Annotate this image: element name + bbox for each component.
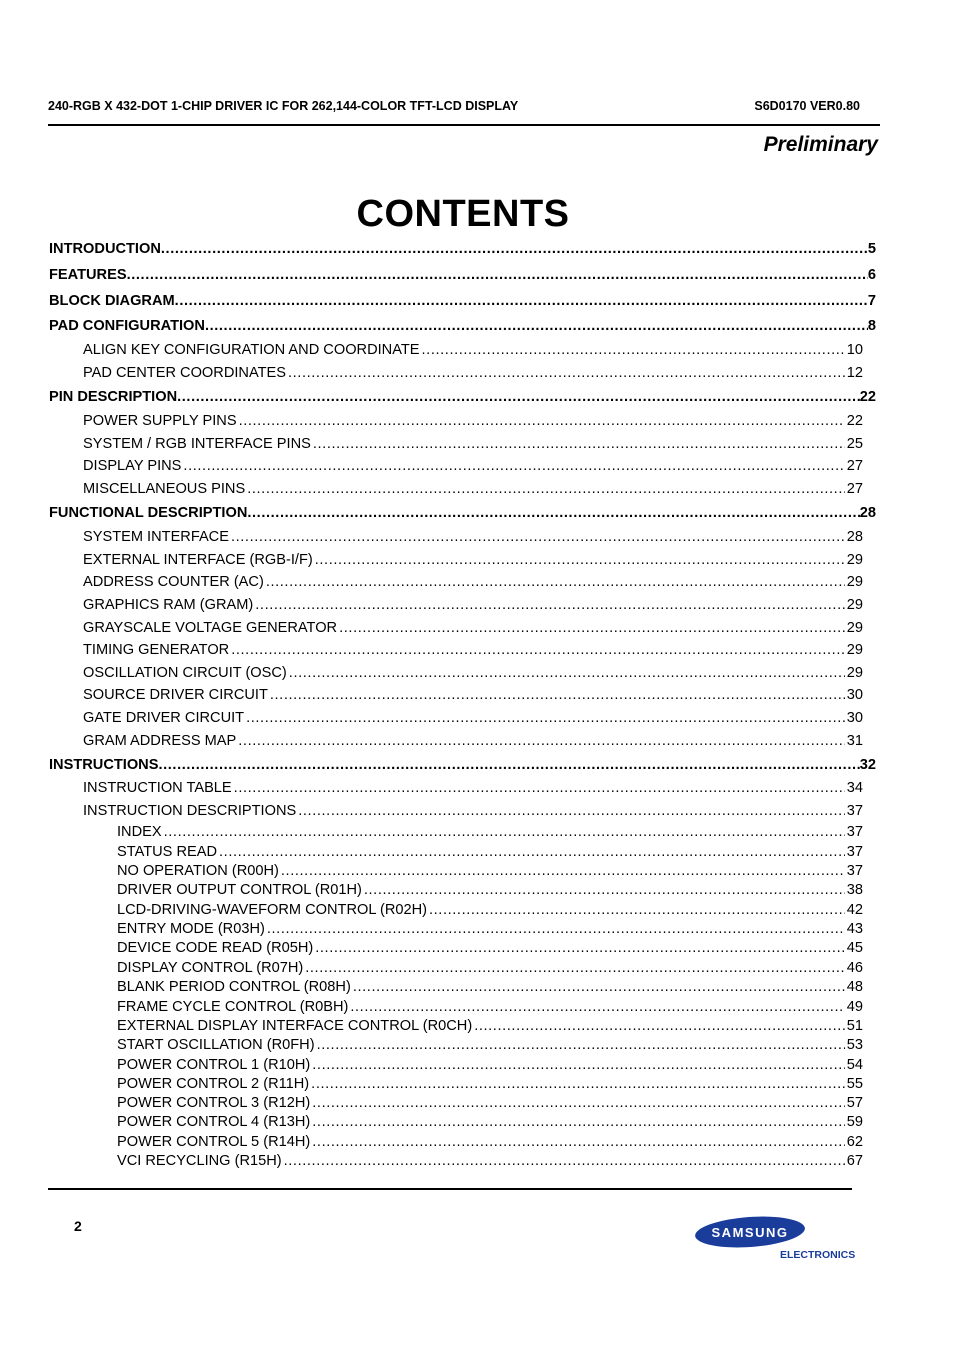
dot-leader bbox=[177, 389, 860, 405]
toc-section-entry[interactable] bbox=[83, 574, 863, 594]
dot-leader bbox=[339, 620, 845, 636]
toc-chapter-entry[interactable] bbox=[49, 241, 876, 261]
toc-entry-title: PAD CONFIGURATION bbox=[49, 318, 205, 334]
dot-leader bbox=[312, 1134, 845, 1150]
contents-heading: CONTENTS bbox=[356, 193, 570, 235]
toc-subsection-entry[interactable] bbox=[117, 1076, 863, 1094]
toc-entry-title: POWER CONTROL 3 (R12H) bbox=[117, 1095, 311, 1111]
toc-entry-page: 29 bbox=[846, 574, 863, 590]
dot-leader bbox=[238, 733, 845, 749]
toc-entry-title: ALIGN KEY CONFIGURATION AND COORDINATE bbox=[83, 342, 420, 358]
dot-leader bbox=[267, 921, 845, 937]
dot-leader bbox=[239, 413, 845, 429]
toc-entry-title: LCD-DRIVING-WAVEFORM CONTROL (R02H) bbox=[117, 902, 427, 918]
toc-entry-title: VCI RECYCLING (R15H) bbox=[117, 1153, 282, 1169]
toc-entry-page: 37 bbox=[846, 844, 863, 860]
toc-entry-page: 10 bbox=[846, 342, 863, 358]
dot-leader bbox=[234, 780, 845, 796]
toc-chapter-entry[interactable] bbox=[49, 389, 876, 409]
toc-entry-title: TIMING GENERATOR bbox=[83, 642, 230, 658]
toc-entry-title: POWER SUPPLY PINS bbox=[83, 413, 237, 429]
dot-leader bbox=[284, 1153, 845, 1169]
dot-leader bbox=[231, 529, 845, 545]
toc-section-entry[interactable] bbox=[83, 620, 863, 640]
toc-entry-page: 32 bbox=[859, 757, 876, 773]
toc-entry-title: DEVICE CODE READ (R05H) bbox=[117, 940, 314, 956]
toc-subsection-entry[interactable] bbox=[117, 1095, 863, 1113]
toc-section-entry[interactable] bbox=[83, 458, 863, 478]
dot-leader bbox=[364, 882, 845, 898]
page-number: 2 bbox=[74, 1218, 82, 1234]
toc-entry-title: SYSTEM INTERFACE bbox=[83, 529, 229, 545]
document-title: 240-RGB X 432-DOT 1-CHIP DRIVER IC FOR 262,144-COLOR TFT-LCD DISPLAY bbox=[48, 99, 519, 113]
toc-entry-page: 28 bbox=[846, 529, 863, 545]
dot-leader bbox=[175, 293, 868, 309]
toc-entry-page: 59 bbox=[846, 1114, 863, 1130]
toc-entry-page: 49 bbox=[846, 999, 863, 1015]
toc-section-entry[interactable] bbox=[83, 436, 863, 456]
toc-entry-page: 62 bbox=[846, 1134, 863, 1150]
samsung-logo bbox=[694, 1216, 806, 1248]
toc-subsection-entry[interactable] bbox=[117, 902, 863, 920]
toc-entry-title: OSCILLATION CIRCUIT (OSC) bbox=[83, 665, 287, 681]
dot-leader bbox=[313, 436, 845, 452]
toc-subsection-entry[interactable] bbox=[117, 863, 863, 881]
dot-leader bbox=[474, 1018, 845, 1034]
dot-leader bbox=[350, 999, 844, 1015]
dot-leader bbox=[281, 863, 845, 879]
toc-entry-page: 48 bbox=[846, 979, 863, 995]
dot-leader bbox=[422, 342, 845, 358]
toc-subsection-entry[interactable] bbox=[117, 1037, 863, 1055]
toc-section-entry[interactable] bbox=[83, 365, 863, 385]
toc-entry-title: NO OPERATION (R00H) bbox=[117, 863, 279, 879]
toc-entry-title: START OSCILLATION (R0FH) bbox=[117, 1037, 315, 1053]
toc-subsection-entry[interactable] bbox=[117, 999, 863, 1017]
toc-entry-title: INSTRUCTIONS bbox=[49, 757, 159, 773]
toc-subsection-entry[interactable] bbox=[117, 1153, 863, 1171]
dot-leader bbox=[315, 552, 845, 568]
dot-leader bbox=[127, 267, 868, 283]
toc-entry-page: 31 bbox=[846, 733, 863, 749]
toc-subsection-entry[interactable] bbox=[117, 921, 863, 939]
dot-leader bbox=[255, 597, 845, 613]
toc-chapter-entry[interactable] bbox=[49, 293, 876, 313]
toc-entry-page: 37 bbox=[846, 863, 863, 879]
footer-divider bbox=[48, 1188, 852, 1190]
toc-entry-title: ENTRY MODE (R03H) bbox=[117, 921, 265, 937]
toc-section-entry[interactable] bbox=[83, 413, 863, 433]
toc-entry-page: 6 bbox=[867, 267, 876, 283]
dot-leader bbox=[311, 1076, 845, 1092]
toc-subsection-entry[interactable] bbox=[117, 1134, 863, 1152]
toc-section-entry[interactable] bbox=[83, 733, 863, 753]
toc-entry-title: MISCELLANEOUS PINS bbox=[83, 481, 246, 497]
toc-chapter-entry[interactable] bbox=[49, 757, 876, 777]
dot-leader bbox=[205, 318, 868, 334]
toc-entry-title: BLOCK DIAGRAM bbox=[49, 293, 175, 309]
toc-subsection-entry[interactable] bbox=[117, 882, 863, 900]
toc-entry-page: 38 bbox=[846, 882, 863, 898]
toc-entry-page: 29 bbox=[846, 620, 863, 636]
toc-entry-title: SOURCE DRIVER CIRCUIT bbox=[83, 687, 268, 703]
dot-leader bbox=[289, 665, 845, 681]
toc-entry-title: DRIVER OUTPUT CONTROL (R01H) bbox=[117, 882, 362, 898]
toc-chapter-entry[interactable] bbox=[49, 267, 876, 287]
toc-section-entry[interactable] bbox=[83, 803, 863, 823]
toc-entry-title: GRAPHICS RAM (GRAM) bbox=[83, 597, 254, 613]
toc-entry-title: FUNCTIONAL DESCRIPTION bbox=[49, 505, 248, 521]
dot-leader bbox=[247, 505, 859, 521]
toc-entry-title: POWER CONTROL 2 (R11H) bbox=[117, 1076, 310, 1092]
toc-entry-title: FRAME CYCLE CONTROL (R0BH) bbox=[117, 999, 349, 1015]
toc-section-entry[interactable] bbox=[83, 687, 863, 707]
toc-entry-page: 67 bbox=[846, 1153, 863, 1169]
toc-entry-page: 30 bbox=[846, 710, 863, 726]
toc-subsection-entry[interactable] bbox=[117, 960, 863, 978]
toc-subsection-entry[interactable] bbox=[117, 1018, 863, 1036]
dot-leader bbox=[161, 241, 868, 257]
toc-entry-title: EXTERNAL INTERFACE (RGB-I/F) bbox=[83, 552, 313, 568]
toc-entry-title: INSTRUCTION DESCRIPTIONS bbox=[83, 803, 297, 819]
toc-subsection-entry[interactable] bbox=[117, 1114, 863, 1132]
dot-leader bbox=[429, 902, 845, 918]
toc-section-entry[interactable] bbox=[83, 710, 863, 730]
brand-name: SAMSUNG bbox=[711, 1225, 789, 1240]
dot-leader bbox=[183, 458, 844, 474]
status-label: Preliminary bbox=[763, 133, 878, 156]
toc-entry-page: 29 bbox=[846, 552, 863, 568]
dot-leader bbox=[288, 365, 845, 381]
dot-leader bbox=[317, 1037, 845, 1053]
toc-entry-page: 25 bbox=[846, 436, 863, 452]
toc-entry-page: 37 bbox=[846, 803, 863, 819]
toc-entry-title: INDEX bbox=[117, 824, 162, 840]
toc-entry-page: 54 bbox=[846, 1057, 863, 1073]
toc-entry-page: 22 bbox=[859, 389, 876, 405]
dot-leader bbox=[298, 803, 845, 819]
toc-entry-title: INTRODUCTION bbox=[49, 241, 161, 257]
toc-section-entry[interactable] bbox=[83, 342, 863, 362]
toc-entry-title: FEATURES bbox=[49, 267, 127, 283]
toc-chapter-entry[interactable] bbox=[49, 505, 876, 525]
toc-entry-page: 51 bbox=[846, 1018, 863, 1034]
toc-subsection-entry[interactable] bbox=[117, 824, 863, 842]
toc-entry-page: 8 bbox=[867, 318, 876, 334]
dot-leader bbox=[312, 1095, 845, 1111]
toc-entry-title: BLANK PERIOD CONTROL (R08H) bbox=[117, 979, 351, 995]
toc-entry-page: 22 bbox=[846, 413, 863, 429]
toc-entry-page: 7 bbox=[867, 293, 876, 309]
toc-entry-page: 12 bbox=[846, 365, 863, 381]
toc-entry-page: 43 bbox=[846, 921, 863, 937]
toc-entry-page: 37 bbox=[846, 824, 863, 840]
toc-section-entry[interactable] bbox=[83, 529, 863, 549]
toc-entry-page: 57 bbox=[846, 1095, 863, 1111]
toc-entry-page: 27 bbox=[846, 458, 863, 474]
toc-section-entry[interactable] bbox=[83, 642, 863, 662]
dot-leader bbox=[353, 979, 845, 995]
toc-section-entry[interactable] bbox=[83, 481, 863, 501]
toc-subsection-entry[interactable] bbox=[117, 940, 863, 958]
toc-subsection-entry[interactable] bbox=[117, 1057, 863, 1075]
toc-entry-page: 55 bbox=[846, 1076, 863, 1092]
toc-entry-page: 27 bbox=[846, 481, 863, 497]
dot-leader bbox=[312, 1057, 845, 1073]
dot-leader bbox=[315, 940, 845, 956]
toc-entry-page: 29 bbox=[846, 597, 863, 613]
toc-entry-title: PAD CENTER COORDINATES bbox=[83, 365, 286, 381]
toc-entry-page: 42 bbox=[846, 902, 863, 918]
dot-leader bbox=[164, 824, 845, 840]
toc-section-entry[interactable] bbox=[83, 665, 863, 685]
toc-entry-title: DISPLAY PINS bbox=[83, 458, 182, 474]
toc-section-entry[interactable] bbox=[83, 780, 863, 800]
toc-entry-page: 5 bbox=[867, 241, 876, 257]
toc-entry-title: SYSTEM / RGB INTERFACE PINS bbox=[83, 436, 311, 452]
toc-entry-title: POWER CONTROL 4 (R13H) bbox=[117, 1114, 311, 1130]
toc-entry-page: 34 bbox=[846, 780, 863, 796]
dot-leader bbox=[219, 844, 845, 860]
dot-leader bbox=[246, 710, 845, 726]
toc-entry-title: PIN DESCRIPTION bbox=[49, 389, 178, 405]
toc-chapter-entry[interactable] bbox=[49, 318, 876, 338]
dot-leader bbox=[305, 960, 845, 976]
toc-entry-page: 46 bbox=[846, 960, 863, 976]
dot-leader bbox=[266, 574, 845, 590]
toc-entry-page: 28 bbox=[859, 505, 876, 521]
toc-subsection-entry[interactable] bbox=[117, 844, 863, 862]
toc-entry-title: EXTERNAL DISPLAY INTERFACE CONTROL (R0CH) bbox=[117, 1018, 473, 1034]
toc-entry-title: POWER CONTROL 1 (R10H) bbox=[117, 1057, 311, 1073]
toc-entry-title: GRAYSCALE VOLTAGE GENERATOR bbox=[83, 620, 338, 636]
toc-entry-title: INSTRUCTION TABLE bbox=[83, 780, 232, 796]
dot-leader bbox=[231, 642, 845, 658]
brand-subtitle: ELECTRONICS bbox=[780, 1249, 856, 1261]
toc-entry-page: 29 bbox=[846, 665, 863, 681]
dot-leader bbox=[312, 1114, 845, 1130]
toc-entry-title: DISPLAY CONTROL (R07H) bbox=[117, 960, 304, 976]
toc-entry-title: POWER CONTROL 5 (R14H) bbox=[117, 1134, 311, 1150]
dot-leader bbox=[247, 481, 845, 497]
toc-entry-page: 30 bbox=[846, 687, 863, 703]
toc-entry-page: 29 bbox=[846, 642, 863, 658]
toc-entry-page: 45 bbox=[846, 940, 863, 956]
document-version: S6D0170 VER0.80 bbox=[754, 99, 860, 113]
dot-leader bbox=[158, 757, 859, 773]
toc-entry-title: GRAM ADDRESS MAP bbox=[83, 733, 237, 749]
toc-section-entry[interactable] bbox=[83, 597, 863, 617]
toc-entry-title: ADDRESS COUNTER (AC) bbox=[83, 574, 264, 590]
dot-leader bbox=[270, 687, 845, 703]
toc-entry-title: STATUS READ bbox=[117, 844, 218, 860]
toc-section-entry[interactable] bbox=[83, 552, 863, 572]
toc-entry-page: 53 bbox=[846, 1037, 863, 1053]
toc-subsection-entry[interactable] bbox=[117, 979, 863, 997]
toc-entry-title: GATE DRIVER CIRCUIT bbox=[83, 710, 245, 726]
